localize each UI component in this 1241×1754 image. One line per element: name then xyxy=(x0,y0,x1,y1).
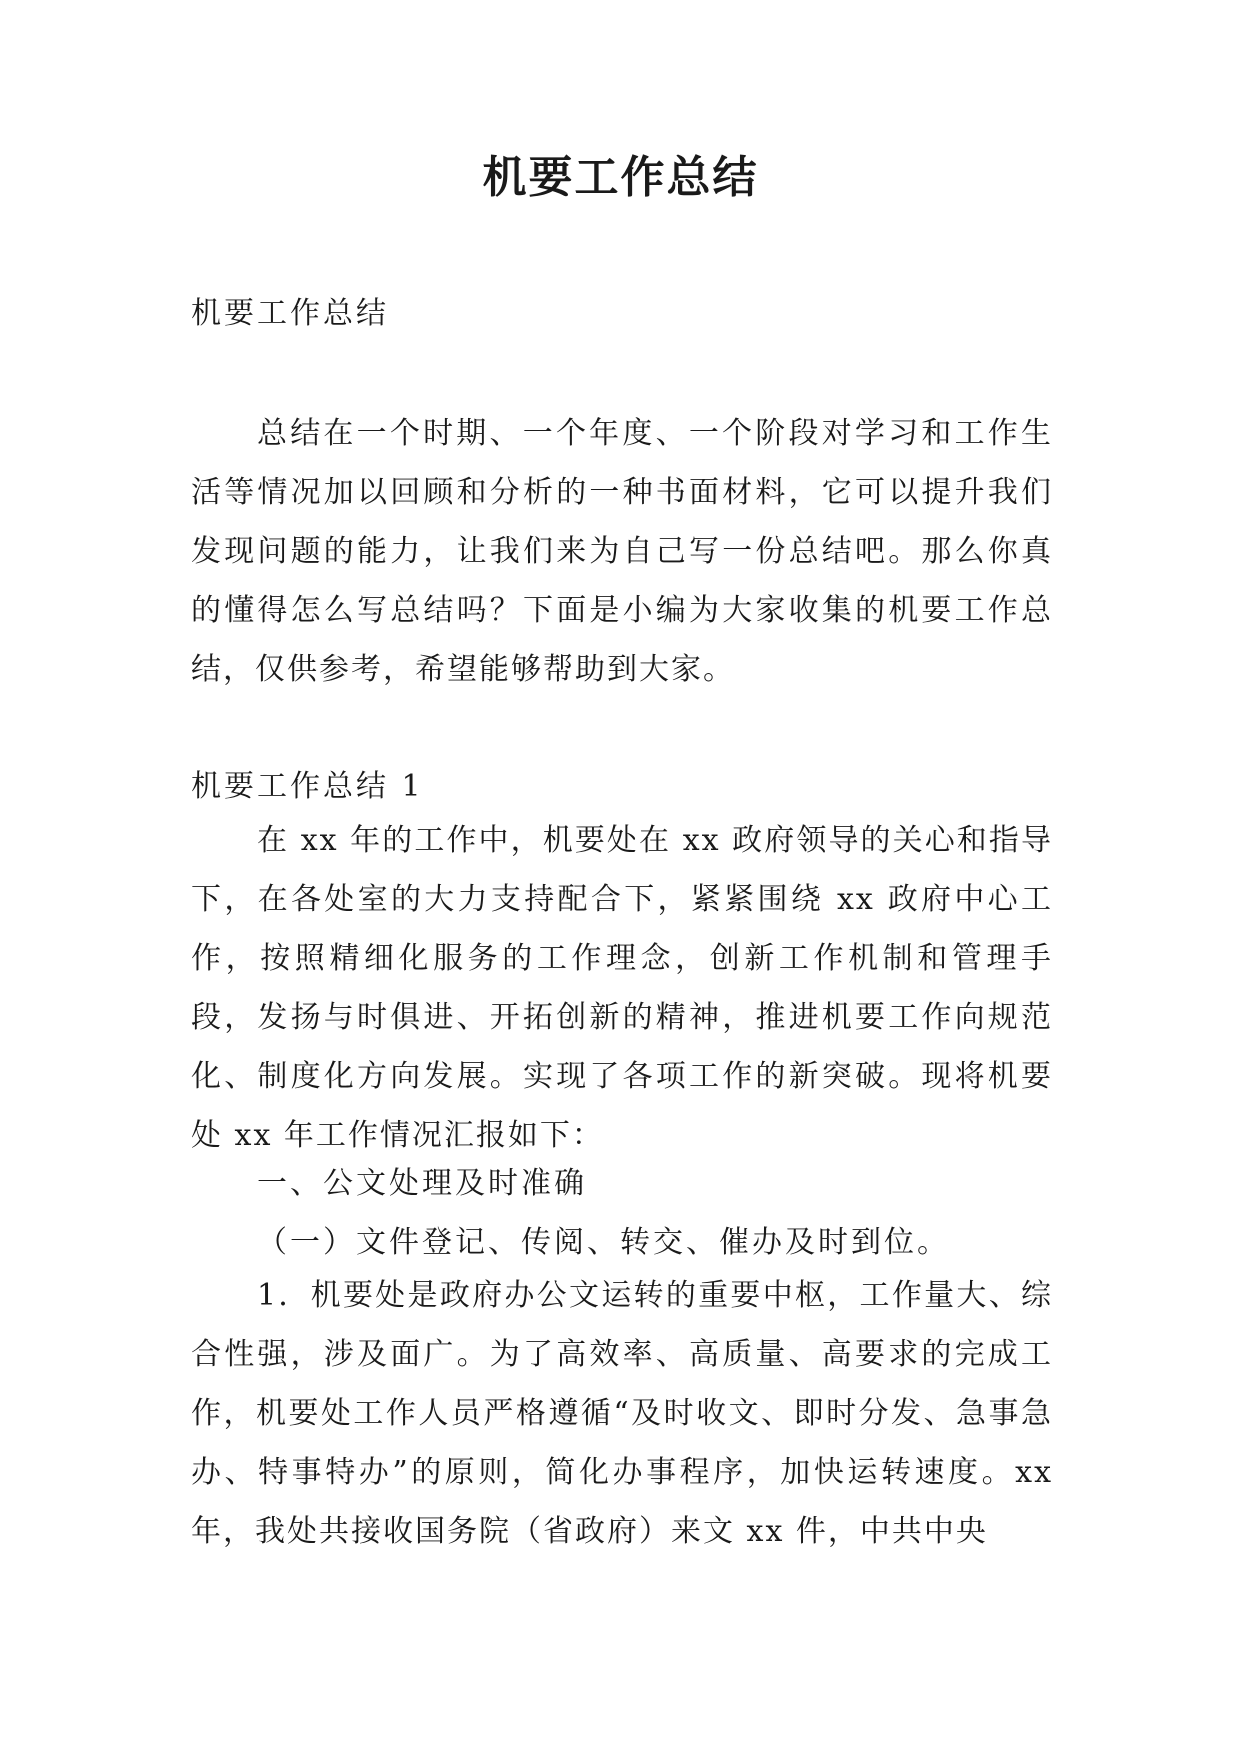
part-sub-heading: （一）文件登记、传阅、转交、催办及时到位。 xyxy=(257,1225,950,1260)
part-heading: 一、公文处理及时准确 xyxy=(257,1166,587,1201)
section-body-paragraph: 在 xx 年的工作中，机要处在 xx 政府领导的关心和指导下，在各处室的大力支持配合下，紧紧围绕 xx 政府中心工作，按照精细化服务的工作理念，创新工作机制和管理手段，发扬与时俱进、开拓创新的精神，推进机要工作向规范化、制度化方向发展。实现了各项工作的新突破。现将机要处 xx 年工作情况汇报如下： xyxy=(191,823,1053,1153)
numbered-item-paragraph: 1．机要处是政府办公文运转的重要中枢，工作量大、综合性强，涉及面广。为了高效率、高质量、高要求的完成工作，机要处工作人员严格遵循“及时收文、即时分发、急事急办、特事特办”的原则，简化办事程序，加快运转速度。xx 年，我处共接收国务院（省政府）来文 xx 件，中共中央 xyxy=(191,1278,1053,1549)
section-heading: 机要工作总结 1 xyxy=(191,769,424,804)
document-subtitle: 机要工作总结 xyxy=(191,296,389,331)
intro-paragraph: 总结在一个时期、一个年度、一个阶段对学习和工作生活等情况加以回顾和分析的一种书面材料，它可以提升我们发现问题的能力，让我们来为自己写一份总结吧。那么你真的懂得怎么写总结吗？下面是小编为大家收集的机要工作总结，仅供参考，希望能够帮助到大家。 xyxy=(191,416,1053,687)
document-title: 机要工作总结 xyxy=(482,152,759,203)
